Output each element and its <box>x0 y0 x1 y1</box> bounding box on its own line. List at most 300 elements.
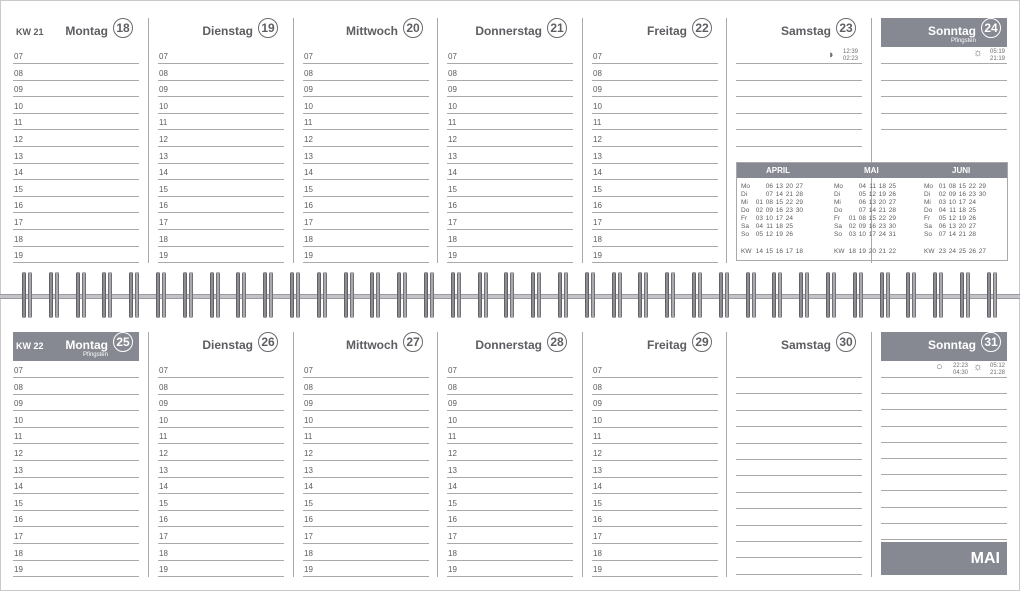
hour-row[interactable] <box>592 378 718 395</box>
hour-row[interactable] <box>158 163 284 180</box>
day-header[interactable] <box>592 332 718 361</box>
note-line[interactable] <box>736 459 862 476</box>
weekday-label: Do <box>741 207 750 214</box>
hour-row[interactable] <box>13 378 139 395</box>
hour-row[interactable] <box>447 544 573 561</box>
hour-row[interactable] <box>592 544 718 561</box>
mini-calendar-day: 16 <box>775 207 783 214</box>
hour-row[interactable] <box>158 64 284 81</box>
day-name: Samstag <box>780 24 831 38</box>
ring-wire-front <box>933 272 937 318</box>
hour-row[interactable] <box>13 130 139 147</box>
hour-row[interactable] <box>447 510 573 527</box>
kw-number: 20 <box>868 248 876 255</box>
hour-row[interactable] <box>592 560 718 577</box>
hour-row[interactable] <box>303 411 429 428</box>
day-header[interactable] <box>158 18 284 47</box>
note-line[interactable] <box>736 476 862 493</box>
hour-row[interactable] <box>447 180 573 197</box>
note-line[interactable] <box>736 410 862 427</box>
mini-calendar-month-name: MAI <box>864 166 879 175</box>
day-name: Freitag <box>646 338 687 352</box>
hour-label: 16 <box>304 515 313 525</box>
spiral-ring <box>933 272 944 318</box>
hour-label: 19 <box>159 251 168 261</box>
hour-row[interactable] <box>303 130 429 147</box>
ring-wire-back <box>671 272 675 318</box>
hour-row[interactable] <box>447 213 573 230</box>
hour-row[interactable] <box>592 47 718 64</box>
note-line[interactable] <box>881 426 1007 443</box>
mini-calendar-day: 17 <box>775 215 783 222</box>
day-separator <box>148 18 149 263</box>
spiral-ring <box>263 272 274 318</box>
sun-icon: ☼ <box>973 47 984 59</box>
hour-row[interactable] <box>592 427 718 444</box>
hour-row[interactable] <box>303 113 429 130</box>
hour-row[interactable] <box>447 163 573 180</box>
mini-calendar-day: 17 <box>958 199 966 206</box>
hour-row[interactable] <box>592 361 718 378</box>
hour-row[interactable] <box>158 147 284 164</box>
ring-wire-back <box>725 272 729 318</box>
hour-row[interactable] <box>13 477 139 494</box>
hour-label: 08 <box>159 68 168 78</box>
hour-row[interactable] <box>158 461 284 478</box>
mini-calendar-day: 16 <box>868 223 876 230</box>
hour-row[interactable] <box>447 560 573 577</box>
day-header[interactable] <box>13 18 139 47</box>
hour-row[interactable] <box>303 494 429 511</box>
hour-row[interactable] <box>13 394 139 411</box>
hour-label: 19 <box>304 565 313 575</box>
ring-wire-back <box>859 272 863 318</box>
ring-wire-back <box>698 272 702 318</box>
hour-row[interactable] <box>158 544 284 561</box>
note-line[interactable] <box>881 523 1007 540</box>
hour-row[interactable] <box>13 411 139 428</box>
spiral-ring <box>558 272 569 318</box>
hour-row[interactable] <box>592 180 718 197</box>
hour-row[interactable] <box>592 196 718 213</box>
hour-row[interactable] <box>158 113 284 130</box>
hour-row[interactable] <box>158 411 284 428</box>
ring-wire-back <box>886 272 890 318</box>
mini-calendar-day: 09 <box>858 223 866 230</box>
ring-wire-front <box>129 272 133 318</box>
hour-label: 13 <box>304 151 313 161</box>
full-moon-icon: ○ <box>936 361 943 373</box>
hour-row[interactable] <box>13 213 139 230</box>
day-header[interactable] <box>303 18 429 47</box>
day-column-freitag <box>592 18 718 263</box>
hour-row[interactable] <box>447 444 573 461</box>
day-separator <box>871 332 872 577</box>
hour-label: 16 <box>159 515 168 525</box>
hour-row[interactable] <box>13 180 139 197</box>
note-line[interactable] <box>736 47 862 64</box>
hour-row[interactable] <box>592 230 718 247</box>
mini-calendar-day: 15 <box>775 199 783 206</box>
mini-calendar-day: 09 <box>765 207 773 214</box>
day-header[interactable] <box>736 332 862 361</box>
hour-row[interactable] <box>158 527 284 544</box>
hour-row[interactable] <box>158 394 284 411</box>
note-line[interactable] <box>881 377 1007 394</box>
hour-label: 17 <box>448 532 457 541</box>
hour-label: 10 <box>159 415 168 425</box>
hour-row[interactable] <box>447 80 573 97</box>
hour-row[interactable] <box>158 246 284 263</box>
hour-label: 13 <box>593 465 602 475</box>
hour-row[interactable] <box>303 196 429 213</box>
note-line[interactable] <box>881 361 1007 378</box>
hour-row[interactable] <box>303 510 429 527</box>
mini-calendar-day: 12 <box>948 215 956 222</box>
ring-wire-front <box>558 272 562 318</box>
spiral-ring <box>853 272 864 318</box>
hour-row[interactable] <box>592 444 718 461</box>
hour-row[interactable] <box>303 378 429 395</box>
day-column-freitag <box>592 332 718 577</box>
kw-number: 24 <box>948 248 956 255</box>
hour-row[interactable] <box>158 97 284 114</box>
spiral-ring <box>156 272 167 318</box>
ring-wire-front <box>76 272 80 318</box>
spiral-ring <box>210 272 221 318</box>
hour-row[interactable] <box>158 477 284 494</box>
month-label <box>881 542 1007 575</box>
ring-wire-back <box>510 272 514 318</box>
day-header[interactable] <box>881 332 1007 361</box>
mini-calendar-kw-row <box>741 248 803 255</box>
mini-calendar-day: 24 <box>785 215 793 222</box>
hour-label: 16 <box>593 201 602 211</box>
hour-row[interactable] <box>303 461 429 478</box>
hour-row[interactable] <box>13 361 139 378</box>
spiral-ring <box>960 272 971 318</box>
ring-wire-front <box>960 272 964 318</box>
hour-label: 18 <box>448 548 457 558</box>
mini-calendar-day: 24 <box>968 199 976 206</box>
hour-row[interactable] <box>13 113 139 130</box>
hour-label: 12 <box>593 449 602 458</box>
mini-calendar-week-row <box>834 215 896 223</box>
hour-row[interactable] <box>303 163 429 180</box>
hour-row[interactable] <box>303 394 429 411</box>
hour-row[interactable] <box>303 527 429 544</box>
hour-row[interactable] <box>447 196 573 213</box>
hour-row[interactable] <box>447 97 573 114</box>
hour-label: 15 <box>593 184 602 194</box>
spiral-ring <box>344 272 355 318</box>
hour-row[interactable] <box>447 477 573 494</box>
hour-row[interactable] <box>447 147 573 164</box>
hour-label: 08 <box>593 382 602 392</box>
hour-row[interactable] <box>592 394 718 411</box>
mini-calendar-day: 30 <box>888 223 896 230</box>
note-line[interactable] <box>736 113 862 130</box>
hour-label: 11 <box>14 432 23 442</box>
ring-wire-back <box>537 272 541 318</box>
day-header[interactable] <box>303 332 429 361</box>
hour-row[interactable] <box>158 361 284 378</box>
note-line[interactable] <box>736 443 862 460</box>
hour-row[interactable] <box>447 361 573 378</box>
hour-row[interactable] <box>158 180 284 197</box>
day-header[interactable] <box>447 18 573 47</box>
day-header[interactable] <box>592 18 718 47</box>
mini-calendar-day: 16 <box>958 191 966 198</box>
hour-row[interactable] <box>303 361 429 378</box>
ring-wire-back <box>242 272 246 318</box>
note-line[interactable] <box>881 113 1007 130</box>
hour-row[interactable] <box>447 527 573 544</box>
mini-calendar-day: 01 <box>848 215 856 222</box>
hour-row[interactable] <box>592 113 718 130</box>
hour-row[interactable] <box>13 544 139 561</box>
ring-wire-front <box>370 272 374 318</box>
hour-row[interactable] <box>592 494 718 511</box>
weekday-label: Di <box>834 191 841 198</box>
hour-row[interactable] <box>592 147 718 164</box>
moonrise-time: 12:39 <box>842 49 858 55</box>
hour-row[interactable] <box>447 427 573 444</box>
mini-calendar-day: 20 <box>785 183 793 190</box>
mini-calendar-week-row <box>741 191 803 199</box>
spiral-ring <box>826 272 837 318</box>
note-line[interactable] <box>736 130 862 147</box>
hour-row[interactable] <box>158 444 284 461</box>
note-line[interactable] <box>736 509 862 526</box>
mini-calendar-day: 12 <box>765 231 773 238</box>
hour-row[interactable] <box>158 560 284 577</box>
hour-row[interactable] <box>13 494 139 511</box>
ring-wire-front <box>344 272 348 318</box>
hour-row[interactable] <box>303 213 429 230</box>
hour-label: 11 <box>593 118 602 128</box>
mini-calendar-day: 05 <box>858 191 866 198</box>
hour-row[interactable] <box>13 444 139 461</box>
hour-label: 15 <box>304 498 313 508</box>
day-column-mittwoch <box>303 18 429 263</box>
hour-row[interactable] <box>303 427 429 444</box>
hour-row[interactable] <box>592 80 718 97</box>
hour-row[interactable] <box>592 510 718 527</box>
hour-label: 13 <box>159 151 168 161</box>
hour-label: 09 <box>14 85 23 95</box>
hour-row[interactable] <box>158 213 284 230</box>
mini-calendar-week-row <box>834 183 896 191</box>
hour-row[interactable] <box>592 64 718 81</box>
day-name: Mittwoch <box>346 338 398 352</box>
hour-row[interactable] <box>13 427 139 444</box>
hour-row[interactable] <box>447 230 573 247</box>
day-header[interactable] <box>736 18 862 47</box>
hour-row[interactable] <box>158 130 284 147</box>
weekday-label: So <box>741 231 749 238</box>
note-line[interactable] <box>881 64 1007 81</box>
mini-calendar-day: 26 <box>888 191 896 198</box>
day-column-samstag <box>736 332 862 577</box>
weekday-label: Do <box>834 207 843 214</box>
hour-row[interactable] <box>13 230 139 247</box>
hour-row[interactable] <box>592 461 718 478</box>
day-number-badge: 24 <box>981 18 1001 38</box>
hour-row[interactable] <box>447 47 573 64</box>
spiral-ring <box>987 272 998 318</box>
day-name: Freitag <box>646 24 687 38</box>
hour-label: 10 <box>14 415 23 425</box>
hour-row[interactable] <box>303 560 429 577</box>
hour-label: 12 <box>593 135 602 144</box>
mini-calendar-day: 25 <box>888 183 896 190</box>
hour-row[interactable] <box>303 64 429 81</box>
note-line[interactable] <box>736 427 862 444</box>
hour-row[interactable] <box>13 97 139 114</box>
hour-row[interactable] <box>447 246 573 263</box>
note-line[interactable] <box>736 541 862 558</box>
mini-calendar-week-row <box>924 207 986 215</box>
mini-calendar-day: 19 <box>775 231 783 238</box>
hour-row[interactable] <box>447 461 573 478</box>
mini-calendar-day: 19 <box>878 191 886 198</box>
hour-row[interactable] <box>13 527 139 544</box>
spiral-ring <box>370 272 381 318</box>
hour-row[interactable] <box>447 64 573 81</box>
hour-row[interactable] <box>13 196 139 213</box>
day-header[interactable] <box>158 332 284 361</box>
hour-row[interactable] <box>592 130 718 147</box>
moonset-time: 02:23 <box>842 56 858 62</box>
hour-row[interactable] <box>158 378 284 395</box>
hour-row[interactable] <box>447 113 573 130</box>
hour-row[interactable] <box>447 494 573 511</box>
note-line[interactable] <box>881 80 1007 97</box>
note-line[interactable] <box>881 458 1007 475</box>
hour-row[interactable] <box>158 230 284 247</box>
hour-row[interactable] <box>303 477 429 494</box>
note-line[interactable] <box>736 361 862 378</box>
mini-calendar-week-row <box>834 191 896 199</box>
note-line[interactable] <box>881 97 1007 114</box>
note-line[interactable] <box>881 491 1007 508</box>
hour-label: 12 <box>448 449 457 458</box>
day-separator <box>582 332 583 577</box>
mini-calendar-day: 30 <box>795 207 803 214</box>
hour-row[interactable] <box>303 444 429 461</box>
mini-calendar-month-grid <box>924 183 986 239</box>
note-line[interactable] <box>736 377 862 394</box>
hour-label: 18 <box>304 234 313 244</box>
hour-row[interactable] <box>13 510 139 527</box>
weekday-label: So <box>924 231 932 238</box>
ring-wire-front <box>880 272 884 318</box>
hour-row[interactable] <box>592 97 718 114</box>
hour-row[interactable] <box>13 560 139 577</box>
hour-label: 14 <box>448 482 457 492</box>
hour-row[interactable] <box>13 246 139 263</box>
day-header[interactable] <box>447 332 573 361</box>
hour-row[interactable] <box>303 47 429 64</box>
hour-row[interactable] <box>303 147 429 164</box>
note-line[interactable] <box>881 442 1007 459</box>
hour-row[interactable] <box>592 411 718 428</box>
note-line[interactable] <box>736 64 862 81</box>
day-number-badge: 20 <box>403 18 423 38</box>
note-line[interactable] <box>881 507 1007 524</box>
mini-calendar-day: 12 <box>868 191 876 198</box>
spiral-ring <box>906 272 917 318</box>
hour-row[interactable] <box>158 80 284 97</box>
hour-row[interactable] <box>303 230 429 247</box>
hour-row[interactable] <box>447 394 573 411</box>
hour-row[interactable] <box>13 64 139 81</box>
mini-calendar-day: 29 <box>888 215 896 222</box>
hour-row[interactable] <box>447 130 573 147</box>
hour-row[interactable] <box>13 47 139 64</box>
hour-row[interactable] <box>158 196 284 213</box>
hour-row[interactable] <box>158 427 284 444</box>
hour-row[interactable] <box>592 527 718 544</box>
note-line[interactable] <box>881 474 1007 491</box>
hour-row[interactable] <box>158 510 284 527</box>
hour-row[interactable] <box>13 147 139 164</box>
hour-row[interactable] <box>303 80 429 97</box>
hour-row[interactable] <box>13 461 139 478</box>
note-line[interactable] <box>736 492 862 509</box>
note-line[interactable] <box>881 393 1007 410</box>
kw-label: KW <box>741 248 752 255</box>
note-line[interactable] <box>881 47 1007 64</box>
hour-label: 09 <box>159 399 168 409</box>
hour-row[interactable] <box>303 544 429 561</box>
hour-row[interactable] <box>13 163 139 180</box>
note-line[interactable] <box>736 97 862 114</box>
hour-row[interactable] <box>158 47 284 64</box>
hour-row[interactable] <box>447 378 573 395</box>
note-line[interactable] <box>736 394 862 411</box>
hour-row[interactable] <box>13 80 139 97</box>
hour-label: 09 <box>448 399 457 409</box>
note-line[interactable] <box>736 525 862 542</box>
hour-row[interactable] <box>158 494 284 511</box>
hour-row[interactable] <box>592 163 718 180</box>
note-line[interactable] <box>736 80 862 97</box>
ring-wire-front <box>424 272 428 318</box>
day-header[interactable] <box>881 18 1007 47</box>
hour-row[interactable] <box>303 97 429 114</box>
mini-calendar-week-row <box>924 191 986 199</box>
hour-row[interactable] <box>592 246 718 263</box>
hour-row[interactable] <box>447 411 573 428</box>
hour-row[interactable] <box>303 180 429 197</box>
note-line[interactable] <box>736 558 862 575</box>
mini-calendar-day: 19 <box>958 215 966 222</box>
mini-calendar-week-row <box>924 199 986 207</box>
hour-label: 12 <box>448 135 457 144</box>
weekday-label: Fr <box>741 215 748 222</box>
mini-calendar-day: 27 <box>968 223 976 230</box>
ring-wire-front <box>22 272 26 318</box>
hour-label: 07 <box>593 366 602 375</box>
hour-label: 12 <box>159 449 168 458</box>
note-line[interactable] <box>881 410 1007 427</box>
day-header[interactable] <box>13 332 139 361</box>
hour-row[interactable] <box>303 246 429 263</box>
hour-row[interactable] <box>592 213 718 230</box>
hour-row[interactable] <box>592 477 718 494</box>
